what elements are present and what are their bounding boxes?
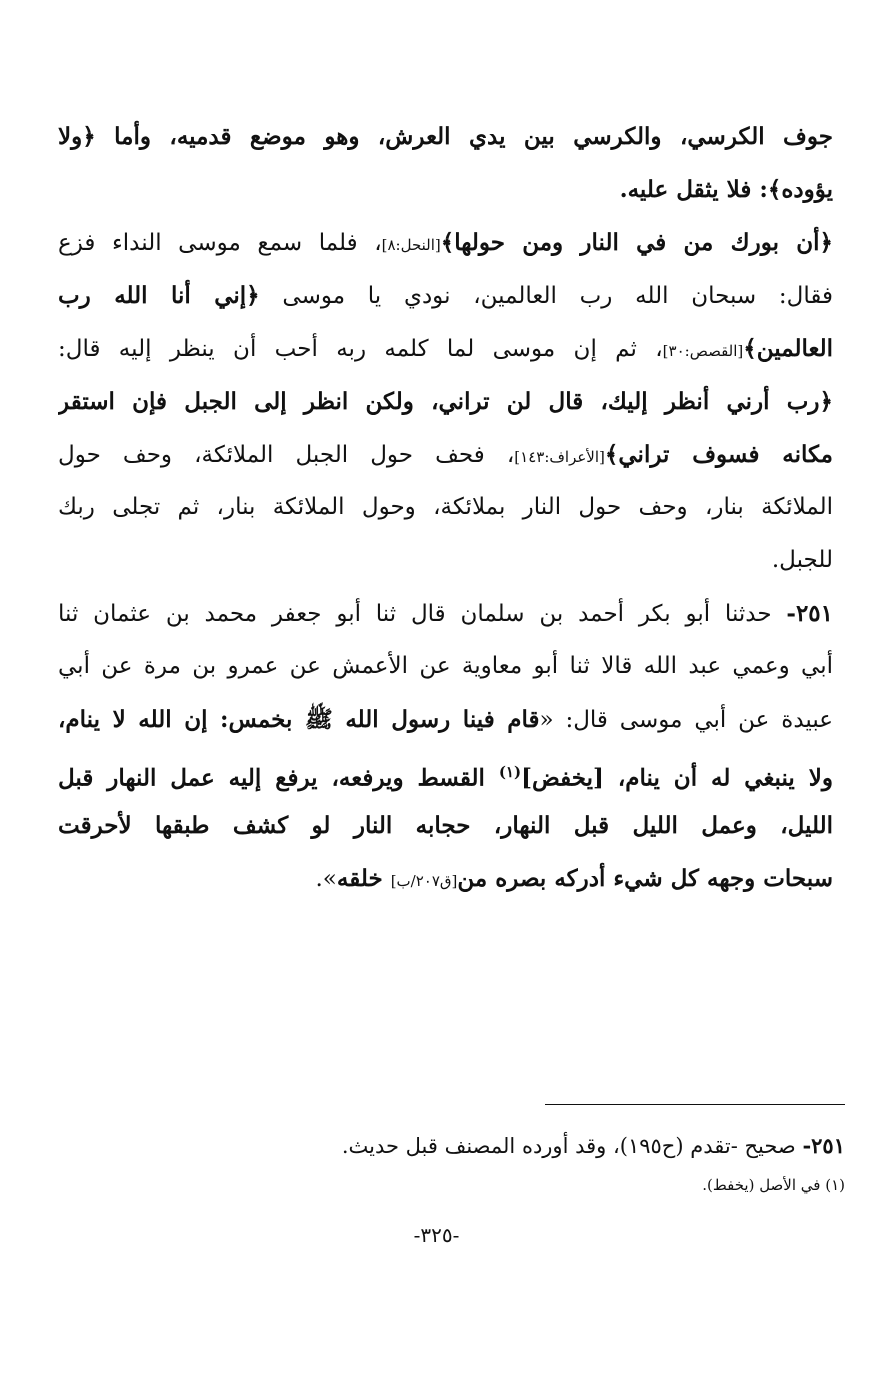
text-line: [58, 640, 833, 693]
footnote-1: (١) في الأصل (يخفط).: [702, 1176, 845, 1194]
text-line: [58, 163, 833, 216]
manuscript-reference: [ق٢٠٧/ب]: [390, 872, 458, 890]
text-line: [58, 375, 833, 428]
text-line: [58, 269, 833, 322]
text-line: [58, 428, 833, 481]
text-segment: ».: [315, 866, 337, 892]
hadith-text: خلقه: [336, 865, 391, 892]
quran-quote: العالمين﴾: [743, 335, 833, 362]
footnote-text: صحيح -تقدم (ح١٩٥)، وقد أورده المصنف قبل حديث.: [341, 1134, 803, 1158]
text-line: [58, 110, 833, 163]
text-segment: الملائكة بنار، وحف حول النار بملائكة، وحول الملائكة بنار، ثم تجلى ربك: [58, 494, 833, 520]
page-number: -٣٢٥-: [413, 1223, 460, 1247]
verse-reference: [النحل:٨]: [381, 236, 441, 254]
text-line: [58, 799, 833, 852]
text-line: [58, 693, 833, 746]
verse-reference: [الأعراف:١٤٣]: [514, 448, 605, 466]
text-segment: ، فحف حول الجبل الملائكة، وحف حول: [58, 442, 515, 468]
text-segment: ، فلما سمع موسى النداء فزع: [58, 230, 382, 256]
hadith-text: سبحات وجهه كل شيء أدركه بصره من: [457, 865, 833, 892]
quran-quote: مكانه فسوف تراني﴾: [604, 441, 833, 468]
text-line: [58, 852, 833, 905]
footnote-main: [342, 1126, 845, 1166]
hadith-text: ولا ينبغي له أن ينام، [يخفض]: [521, 764, 833, 792]
text-line: [58, 481, 833, 534]
text-segment: عبيدة عن أبي موسى قال: «: [539, 707, 833, 733]
text-line: [58, 587, 833, 640]
text-line: [58, 746, 833, 799]
text-segment: فقال: سبحان الله رب العالمين، نودي يا موسى: [282, 283, 833, 309]
footnote-hadith-number: ٢٥١-: [802, 1133, 845, 1158]
verse-reference: [القصص:٣٠]: [662, 342, 744, 360]
text-segment: يؤوده﴾: فلا يثقل عليه.: [619, 176, 833, 203]
text-segment: للجبل.: [771, 547, 833, 573]
hadith-text: الليل، وعمل الليل قبل النهار، حجابه النار لو كشف طبقها لأحرقت: [58, 812, 833, 839]
text-line: [58, 322, 833, 375]
text-segment: ، ثم إن موسى لما كلمه ربه أحب أن ينظر إليه قال:: [58, 336, 663, 362]
text-line: [58, 534, 833, 587]
text-segment: حدثنا أبو بكر أحمد بن سلمان قال ثنا أبو جعفر محمد بن عثمان ثنا: [58, 601, 772, 627]
text-segment: جوف الكرسي، والكرسي بين يدي العرش، وهو موضع قدميه، وأما ﴿ولا: [58, 123, 833, 150]
main-text: [58, 110, 833, 905]
quran-quote: ﴿إني أنا الله رب: [58, 282, 260, 309]
quran-quote: ﴿رب أرني أنظر إليك، قال لن تراني، ولكن انظر إلى الجبل فإن استقر: [58, 388, 833, 415]
footnote-divider: [545, 1104, 845, 1105]
hadith-text: قام فينا رسول الله ﷺ بخمس: إن الله لا ينام،: [58, 706, 540, 733]
text-segment: أبي وعمي عبد الله قالا ثنا أبو معاوية عن الأعمش عن عمرو بن مرة عن أبي: [58, 653, 833, 679]
text-line: [58, 216, 833, 269]
quran-quote: ﴿أن بورك من في النار ومن حولها﴾: [440, 229, 833, 256]
footnote-marker: (١): [498, 763, 522, 781]
hadith-number: ٢٥١-: [786, 600, 833, 627]
hadith-text: القسط ويرفعه، يرفع إليه عمل النهار قبل: [58, 764, 499, 792]
